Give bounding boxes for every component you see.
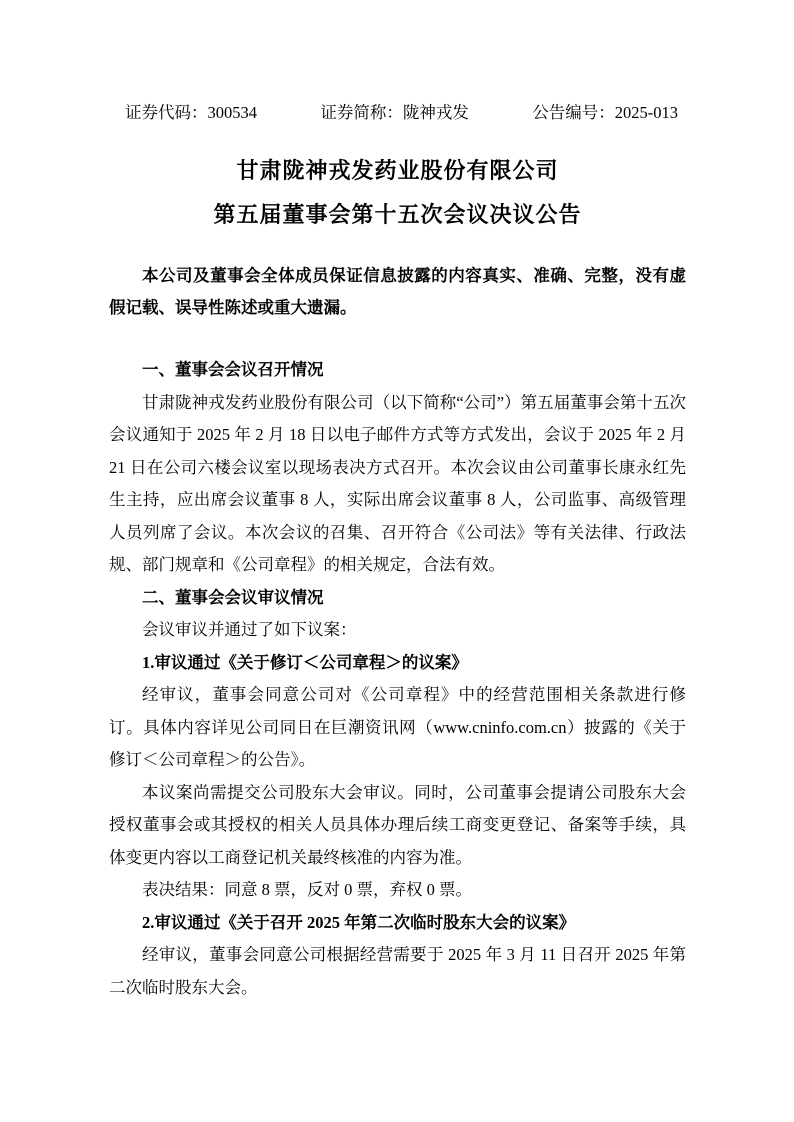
- document-header: [125, 103, 678, 123]
- resolution-1-paragraph-2: 本议案尚需提交公司股东大会审议。同时，公司董事会提请公司股东大会授权董事会或其授权的相关人员具体办理后续工商变更登记、备案等手续，具体变更内容以工商登记机关最终核准的内容为准。: [109, 782, 686, 867]
- section2-intro: 会议审议并通过了如下议案：: [142, 620, 357, 639]
- stock-code: 证券代码：300534: [125, 103, 257, 122]
- resolution-1-paragraph-1: 经审议，董事会同意公司对《公司章程》中的经营范围相关条款进行修订。具体内容详见公司同日在巨潮资讯网（www.cninfo.com.cn）披露的《关于修订＜公司章程＞的公告》。: [109, 685, 686, 769]
- section1-heading: 一、董事会会议召开情况: [142, 360, 324, 379]
- announcement-number: 公告编号：2025-013: [532, 103, 678, 122]
- disclaimer-statement: 本公司及董事会全体成员保证信息披露的内容真实、准确、完整，没有虚假记载、误导性陈述或重大遗漏。: [109, 266, 686, 317]
- resolution-1-title: 1.审议通过《关于修订＜公司章程＞的议案》: [142, 652, 468, 672]
- document-body: [109, 354, 686, 1004]
- section1-paragraph: 甘肃陇神戎发药业股份有限公司（以下简称“公司”）第五届董事会第十五次会议通知于 2025 年 2 月 18 日以电子邮件方式等方式发出，会议于 2025 年 2 月 21 日在公司六楼会议室以现场表决方式召开。本次会议由公司董事长康永红先生主持，应出席会议董事 8 人，实际出席会议董事 8 人，公司监事、高级管理人员列席了会议。本次会议的召集、召开符合《公司法》等有关法律、行政法规、部门规章和《公司章程》的相关规定，合法有效。: [109, 392, 686, 574]
- announcement-title: 第五届董事会第十五次会议决议公告: [213, 202, 582, 227]
- stock-abbreviation: 证券简称：陇神戎发: [320, 103, 469, 122]
- document-title: [109, 149, 686, 237]
- section2-heading: 二、董事会会议审议情况: [142, 587, 324, 607]
- company-name-title: 甘肃陇神戎发药业股份有限公司: [236, 158, 559, 183]
- resolution-2-paragraph: 经审议，董事会同意公司根据经营需要于 2025 年 3 月 11 日召开 2025 年第二次临时股东大会。: [109, 945, 686, 997]
- resolution-2-title: 2.审议通过《关于召开 2025 年第二次临时股东大会的议案》: [142, 912, 576, 932]
- resolution-1-vote-result: 表决结果：同意 8 票，反对 0 票，弃权 0 票。: [142, 880, 472, 899]
